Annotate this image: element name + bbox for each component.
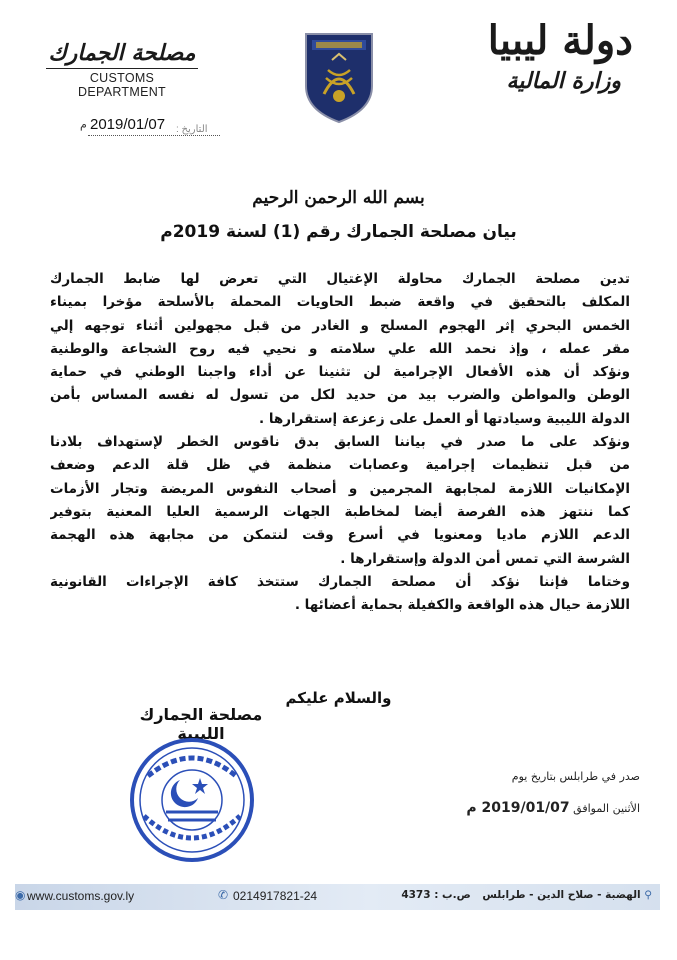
body-line: من قبل تنظيمات إجرامية وعصابات منظمة في ظل قلة الدعم وضعف [50,457,630,474]
issued-date: 2019/01/07 م [466,800,570,816]
body-line: ونؤكد على ما صدر في بياننا السابق بدق ناقوس الخطر لإستهداف بلادنا [50,434,630,451]
po-box-number: 4373 [401,889,431,901]
body-line: الإمكانيات اللازمة لمجابهة المجرمين و أصحاب النفوس المريضة وتجار الأزمات [50,480,630,497]
official-stamp-icon [128,736,256,864]
agency-name-arabic: مصلحة الجمارك [48,40,196,66]
issued-date-line [440,800,640,816]
body-line: الخمس البحري إثر الهجوم المسلح و الغادر من قبل مجهولين أثناء توجهه إلي [50,317,630,334]
body-line: الشرسة التي تمس أمن الدولة وإستقرارها . [340,550,630,567]
date-suffix: م [80,119,87,131]
statement-title: بيان مصلحة الجمارك رقم (1) لسنة 2019م [160,222,517,242]
letterhead-agency [46,40,198,99]
body-line: الدعم اللازم ماديا ومعنويا في أسرع وقت لنتمكن من مجابهة هذه الهجمة [50,527,630,544]
location-pin-icon: ⚲ [644,889,652,901]
footer-band [15,884,660,910]
date-dotted-line [88,135,220,136]
body-line: الوطن والمواطن والضرب بيد من حديد لكل من تسول له نفسه المساس بأمن [50,387,630,404]
letterhead-state [443,18,633,94]
footer-address: الهضبة - صلاح الدين - طرابلس [482,889,641,901]
body-line: اللازمة حيال هذه الواقعة والكفيلة بحماية أعضائها . [294,597,630,614]
date-value: 2019/01/07 [90,116,166,133]
signatory-name: مصلحة الجمارك الليبية [139,705,263,743]
date-label: التاريخ : [176,124,208,135]
closing-greeting: والسلام عليكم [285,689,392,707]
issued-place: صدر في طرابلس بتاريخ يوم [511,770,640,783]
customs-emblem-icon [302,30,376,124]
body-line: ونؤكد أن هذه الأفعال الإجرامية لن تثنينا عن أداء واجبنا الوطني في حماية [50,364,630,381]
body-line: مقر عمله ، وإذ نحمد الله علي سلامته و نحيي فيه روح الشجاعة والوطنية [50,340,630,357]
state-name: دولة ليبيا [487,17,633,64]
agency-name-english: CUSTOMS DEPARTMENT [46,68,198,99]
body-line: الدولة الليبية وسيادتها أو العمل على زعزعة إستقرارها . [258,410,630,427]
body-line: كما ننتهز هذه الفرصة أيضا لمخاطبة الجهات الرسمية العليا المعنية بتوفير [50,503,630,520]
date-field [80,116,220,136]
footer-website[interactable]: www.customs.gov.ly [27,889,135,903]
body-line: المكلف بالتحقيق في واقعة ضبط الحاويات المحملة بالأسلحة مؤخرا بميناء [50,294,630,311]
body-line: تدين مصلحة الجمارك محاولة الإغتيال التي تعرض لها ضابط الجمارك [50,271,630,287]
phone-icon: ✆ [218,888,229,902]
footer-phone: 0214917821-24 [233,889,318,903]
statement-body [50,268,630,617]
ministry-name: وزارة المالية [506,68,621,94]
footer-address-block [401,889,652,901]
globe-icon: ◉ [15,888,26,902]
basmala: بسم الله الرحمن الرحيم [252,188,425,208]
issued-day: الأثنين الموافق [573,802,640,815]
po-box-label: ص.ب : [434,889,471,901]
body-line: وختاما فإننا نؤكد أن مصلحة الجمارك ستتخذ كافة الإجراءات القانونية [50,573,630,590]
